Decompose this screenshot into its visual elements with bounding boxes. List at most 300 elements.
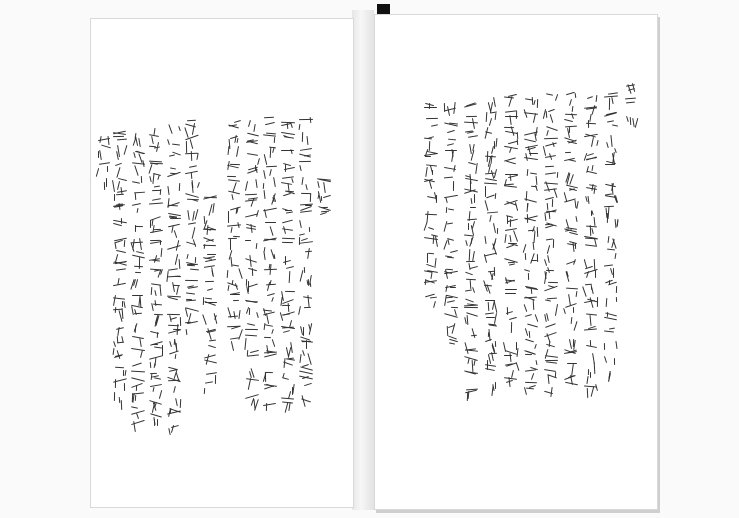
handwriting-stroke <box>170 168 176 170</box>
handwriting-stroke <box>174 354 176 359</box>
handwriting-stroke <box>307 248 310 259</box>
handwriting-stroke <box>266 313 269 324</box>
handwriting-stroke <box>584 329 597 331</box>
handwriting-stroke <box>247 354 259 357</box>
handwriting-stroke <box>531 254 536 264</box>
handwriting-stroke <box>238 329 243 340</box>
handwriting-stroke <box>302 132 304 142</box>
handwriting-stroke <box>99 162 110 165</box>
handwritten-column <box>227 119 243 349</box>
handwriting-stroke <box>186 293 195 295</box>
handwritten-column <box>299 117 315 407</box>
handwriting-stroke <box>529 331 531 338</box>
handwriting-stroke <box>153 386 155 391</box>
handwriting-stroke <box>471 238 473 244</box>
handwriting-stroke <box>530 172 537 174</box>
handwriting-stroke <box>192 180 194 188</box>
handwriting-stroke <box>545 225 554 229</box>
handwriting-stroke <box>131 370 145 372</box>
handwriting-stroke <box>96 168 100 177</box>
handwriting-stroke <box>286 212 293 214</box>
handwriting-stroke <box>115 366 124 368</box>
handwriting-stroke <box>169 351 179 355</box>
handwriting-stroke <box>124 145 128 155</box>
handwriting-stroke <box>545 173 556 176</box>
handwriting-stroke <box>227 165 238 169</box>
handwriting-stroke <box>248 283 258 287</box>
handwriting-stroke <box>453 181 454 191</box>
handwriting-stroke <box>132 392 144 395</box>
handwriting-stroke <box>495 382 496 389</box>
handwriting-stroke <box>173 386 176 393</box>
handwriting-stroke <box>184 127 189 138</box>
handwriting-stroke <box>616 220 618 227</box>
handwriting-stroke <box>544 137 558 139</box>
handwriting-stroke <box>168 428 171 435</box>
handwriting-stroke <box>604 316 617 320</box>
handwriting-stroke <box>506 245 514 249</box>
handwriting-stroke <box>139 238 142 250</box>
handwritten-column <box>424 103 440 303</box>
handwriting-stroke <box>448 208 455 210</box>
handwriting-stroke <box>511 322 513 333</box>
handwriting-stroke <box>317 181 320 188</box>
handwriting-stroke <box>525 339 534 343</box>
handwriting-stroke <box>137 208 139 214</box>
handwriting-stroke <box>271 329 274 335</box>
handwriting-stroke <box>307 135 309 144</box>
handwriting-stroke <box>282 238 295 240</box>
handwriting-stroke <box>517 139 519 145</box>
handwriting-stroke <box>298 306 301 315</box>
handwriting-stroke <box>301 238 308 241</box>
handwriting-stroke <box>607 120 614 123</box>
handwriting-stroke <box>113 283 126 287</box>
handwriting-stroke <box>505 111 517 114</box>
handwriting-stroke <box>486 195 495 199</box>
handwriting-stroke <box>281 150 294 151</box>
handwriting-stroke <box>288 303 290 312</box>
handwriting-stroke <box>151 287 153 295</box>
handwriting-stroke <box>195 257 197 263</box>
handwriting-stroke <box>113 348 115 355</box>
handwriting-stroke <box>140 176 142 183</box>
handwriting-stroke <box>496 228 498 234</box>
handwriting-stroke <box>245 194 257 196</box>
handwriting-stroke <box>263 170 266 179</box>
handwriting-stroke <box>269 226 273 235</box>
handwriting-stroke <box>154 346 162 348</box>
handwriting-stroke <box>592 353 595 364</box>
handwriting-stroke <box>536 254 538 262</box>
handwriting-stroke <box>556 172 558 179</box>
handwriting-stroke <box>113 136 124 137</box>
handwriting-stroke <box>300 210 312 213</box>
handwriting-stroke <box>231 227 233 234</box>
handwriting-stroke <box>309 227 311 232</box>
handwriting-stroke <box>568 159 576 162</box>
handwriting-stroke <box>469 144 472 154</box>
handwriting-stroke <box>167 139 170 145</box>
handwriting-stroke <box>509 317 517 320</box>
handwriting-stroke <box>205 281 214 283</box>
handwriting-stroke <box>466 315 468 325</box>
handwriting-stroke <box>424 107 437 108</box>
handwriting-stroke <box>131 305 143 309</box>
handwriting-stroke <box>263 182 265 188</box>
handwriting-stroke <box>292 178 295 183</box>
handwriting-stroke <box>299 370 313 374</box>
handwriting-stroke <box>505 228 517 231</box>
handwriting-stroke <box>525 98 533 101</box>
handwriting-stroke <box>169 124 174 134</box>
handwritten-column <box>544 93 560 395</box>
handwriting-stroke <box>322 195 330 198</box>
handwriting-stroke <box>204 266 215 269</box>
handwritten-column <box>203 195 219 395</box>
handwriting-stroke <box>448 139 456 141</box>
handwriting-stroke <box>196 153 199 160</box>
handwriting-stroke <box>537 99 539 108</box>
handwriting-stroke <box>545 361 556 364</box>
handwriting-stroke <box>634 118 638 128</box>
handwriting-stroke <box>435 258 437 268</box>
handwriting-stroke <box>543 146 547 156</box>
handwriting-stroke <box>589 297 593 308</box>
handwriting-stroke <box>474 194 475 203</box>
handwritten-column <box>484 97 500 395</box>
handwriting-stroke <box>233 300 239 302</box>
handwriting-stroke <box>179 126 182 131</box>
handwriting-stroke <box>168 268 178 271</box>
handwriting-stroke <box>230 257 232 267</box>
handwriting-stroke <box>303 327 304 336</box>
handwriting-stroke <box>106 178 107 187</box>
handwriting-stroke <box>473 360 475 366</box>
handwriting-stroke <box>446 297 454 299</box>
handwriting-stroke <box>132 295 143 296</box>
handwriting-stroke <box>596 95 598 102</box>
handwriting-stroke <box>449 250 457 253</box>
handwriting-stroke <box>247 133 258 137</box>
handwriting-stroke <box>597 297 599 307</box>
handwriting-stroke <box>444 177 454 179</box>
handwriting-stroke <box>426 118 438 119</box>
handwriting-stroke <box>465 178 478 182</box>
handwriting-stroke <box>195 209 199 220</box>
handwriting-stroke <box>430 124 437 127</box>
handwriting-stroke <box>525 314 532 317</box>
handwriting-stroke <box>135 395 137 401</box>
handwriting-stroke <box>120 218 122 224</box>
handwriting-stroke <box>135 193 137 200</box>
handwriting-stroke <box>188 210 191 220</box>
handwriting-stroke <box>465 240 468 246</box>
handwriting-stroke <box>486 317 495 318</box>
handwriting-stroke <box>609 327 615 329</box>
handwriting-stroke <box>117 138 127 140</box>
handwritten-column <box>245 119 261 415</box>
handwriting-stroke <box>228 179 240 182</box>
handwriting-stroke <box>588 196 590 204</box>
handwriting-stroke <box>573 306 575 312</box>
handwriting-stroke <box>587 388 589 398</box>
handwriting-stroke <box>304 307 311 309</box>
handwriting-stroke <box>264 353 277 357</box>
handwriting-stroke <box>590 113 593 121</box>
handwriting-stroke <box>570 317 572 324</box>
handwriting-stroke <box>167 245 180 250</box>
handwriting-stroke <box>546 130 549 136</box>
handwriting-stroke <box>552 199 554 207</box>
handwriting-stroke <box>135 226 143 228</box>
handwriting-stroke <box>536 176 538 185</box>
handwriting-stroke <box>185 329 187 335</box>
handwriting-stroke <box>231 341 235 352</box>
handwriting-stroke <box>136 251 144 254</box>
handwriting-stroke <box>304 383 312 387</box>
handwriting-stroke <box>213 203 216 213</box>
handwriting-stroke <box>207 254 216 255</box>
handwriting-stroke <box>167 186 170 195</box>
handwriting-stroke <box>132 363 142 368</box>
handwriting-stroke <box>616 286 618 293</box>
handwriting-stroke <box>125 370 127 376</box>
handwriting-stroke <box>230 239 231 250</box>
handwriting-stroke <box>504 127 515 129</box>
handwriting-stroke <box>245 240 251 241</box>
handwriting-stroke <box>505 289 517 290</box>
handwriting-stroke <box>589 315 591 326</box>
handwriting-stroke <box>150 230 163 233</box>
handwriting-stroke <box>531 373 535 380</box>
handwriting-stroke <box>611 135 613 147</box>
handwriting-stroke <box>234 120 241 123</box>
handwriting-stroke <box>173 230 177 238</box>
handwriting-stroke <box>281 397 294 399</box>
handwriting-stroke <box>428 227 434 230</box>
handwriting-stroke <box>446 269 453 271</box>
handwriting-stroke <box>576 201 579 209</box>
handwriting-stroke <box>159 285 161 296</box>
handwriting-stroke <box>443 240 448 250</box>
handwriting-stroke <box>565 303 576 308</box>
handwriting-stroke <box>493 97 496 107</box>
handwriting-stroke <box>548 109 555 113</box>
handwriting-stroke <box>123 383 125 391</box>
handwriting-stroke <box>203 245 216 247</box>
handwritten-column <box>444 101 460 351</box>
handwriting-stroke <box>215 375 216 384</box>
handwriting-stroke <box>280 312 284 321</box>
handwriting-stroke <box>569 232 578 236</box>
handwriting-stroke <box>586 345 598 349</box>
handwriting-stroke <box>154 313 163 315</box>
handwriting-stroke <box>527 323 538 327</box>
handwriting-stroke <box>504 97 514 99</box>
handwriting-stroke <box>550 114 554 123</box>
handwriting-stroke <box>604 264 613 266</box>
handwriting-stroke <box>151 136 154 144</box>
handwriting-stroke <box>180 399 182 408</box>
handwriting-stroke <box>265 372 273 374</box>
handwriting-stroke <box>114 392 116 401</box>
handwriting-stroke <box>211 267 214 277</box>
handwriting-stroke <box>264 247 266 253</box>
handwritten-column <box>97 131 113 191</box>
handwriting-stroke <box>525 370 536 373</box>
handwriting-stroke <box>544 355 557 358</box>
handwriting-stroke <box>447 222 453 224</box>
handwriting-stroke <box>546 142 558 146</box>
handwriting-stroke <box>180 317 182 326</box>
handwriting-stroke <box>526 203 528 212</box>
handwriting-stroke <box>192 123 195 135</box>
handwriting-stroke <box>299 165 302 171</box>
handwriting-stroke <box>605 164 615 165</box>
handwriting-stroke <box>117 167 121 177</box>
handwriting-stroke <box>133 151 136 157</box>
handwriting-stroke <box>139 338 142 347</box>
handwriting-stroke <box>282 377 289 380</box>
handwriting-stroke <box>604 356 607 363</box>
handwriting-stroke <box>253 124 256 133</box>
handwriting-stroke <box>612 97 615 105</box>
handwriting-stroke <box>495 193 497 199</box>
book-gutter <box>352 10 374 510</box>
handwritten-column <box>564 91 580 391</box>
handwriting-stroke <box>495 113 497 120</box>
handwriting-stroke <box>466 261 475 262</box>
handwriting-stroke <box>189 139 193 149</box>
handwriting-stroke <box>190 269 199 271</box>
handwriting-stroke <box>107 166 108 172</box>
handwriting-stroke <box>450 287 456 288</box>
handwriting-stroke <box>159 390 163 399</box>
handwriting-stroke <box>466 278 476 280</box>
handwriting-stroke <box>131 410 145 415</box>
handwriting-stroke <box>249 308 251 315</box>
left-page <box>90 18 354 508</box>
handwriting-stroke <box>274 137 276 143</box>
handwriting-stroke <box>320 212 327 215</box>
handwriting-stroke <box>506 161 516 165</box>
handwriting-stroke <box>264 190 266 199</box>
handwriting-stroke <box>533 231 535 243</box>
handwriting-stroke <box>447 144 454 147</box>
handwriting-stroke <box>423 222 427 231</box>
handwriting-stroke <box>272 339 276 347</box>
handwriting-stroke <box>509 235 511 243</box>
handwriting-stroke <box>115 163 122 166</box>
handwriting-stroke <box>150 362 152 368</box>
handwriting-stroke <box>470 266 478 269</box>
handwriting-stroke <box>615 253 617 259</box>
handwriting-stroke <box>572 106 574 113</box>
handwriting-stroke <box>547 267 550 273</box>
handwriting-stroke <box>536 360 538 365</box>
handwriting-stroke <box>464 121 478 123</box>
handwriting-stroke <box>168 223 180 227</box>
handwriting-stroke <box>545 324 556 329</box>
handwriting-stroke <box>547 245 551 254</box>
handwriting-stroke <box>135 272 141 273</box>
handwriting-stroke <box>544 188 558 191</box>
handwriting-stroke <box>505 130 518 134</box>
handwriting-stroke <box>449 342 455 345</box>
handwriting-stroke <box>613 268 614 278</box>
handwriting-stroke <box>563 308 566 314</box>
handwriting-stroke <box>197 182 200 188</box>
handwriting-stroke <box>507 307 509 315</box>
handwritten-column <box>113 131 129 411</box>
handwriting-stroke <box>468 162 476 165</box>
handwriting-stroke <box>569 174 574 185</box>
handwriting-stroke <box>444 194 458 198</box>
handwriting-stroke <box>250 350 259 354</box>
handwriting-stroke <box>309 192 311 201</box>
handwriting-stroke <box>489 118 492 126</box>
handwriting-stroke <box>154 290 157 296</box>
handwriting-stroke <box>227 285 229 291</box>
handwriting-stroke <box>304 267 306 273</box>
handwriting-stroke <box>132 239 135 250</box>
handwriting-stroke <box>185 193 199 198</box>
handwriting-stroke <box>444 295 447 306</box>
handwriting-stroke <box>549 212 551 219</box>
handwriting-stroke <box>238 268 243 279</box>
handwriting-stroke <box>468 223 469 230</box>
handwriting-stroke <box>573 259 576 265</box>
handwriting-stroke <box>132 203 141 206</box>
handwriting-stroke <box>245 329 258 330</box>
handwriting-stroke <box>299 241 313 244</box>
handwriting-stroke <box>189 165 197 168</box>
handwriting-stroke <box>484 200 488 211</box>
handwriting-stroke <box>533 100 536 105</box>
handwriting-stroke <box>494 313 497 324</box>
handwriting-stroke <box>608 206 610 218</box>
handwriting-stroke <box>134 165 139 176</box>
handwriting-stroke <box>299 237 301 245</box>
handwriting-stroke <box>288 271 290 283</box>
handwriting-stroke <box>586 376 588 384</box>
handwriting-stroke <box>132 336 144 339</box>
handwriting-stroke <box>594 217 596 226</box>
handwriting-stroke <box>263 251 266 260</box>
handwriting-stroke <box>465 342 469 354</box>
handwriting-stroke <box>545 165 554 167</box>
handwriting-stroke <box>447 106 450 116</box>
handwriting-stroke <box>425 167 428 177</box>
handwriting-stroke <box>515 111 517 119</box>
handwriting-stroke <box>509 263 515 266</box>
handwriting-stroke <box>527 169 529 176</box>
handwriting-stroke <box>427 253 428 263</box>
handwriting-stroke <box>495 138 497 147</box>
handwriting-stroke <box>469 249 471 261</box>
handwritten-column <box>131 131 147 441</box>
handwriting-stroke <box>571 364 574 376</box>
handwriting-stroke <box>248 120 251 127</box>
handwriting-stroke <box>494 169 497 178</box>
handwriting-stroke <box>606 142 609 148</box>
handwriting-stroke <box>203 314 208 325</box>
handwriting-stroke <box>152 173 154 184</box>
handwriting-stroke <box>515 202 519 211</box>
handwriting-stroke <box>228 211 229 223</box>
handwriting-stroke <box>576 216 578 222</box>
